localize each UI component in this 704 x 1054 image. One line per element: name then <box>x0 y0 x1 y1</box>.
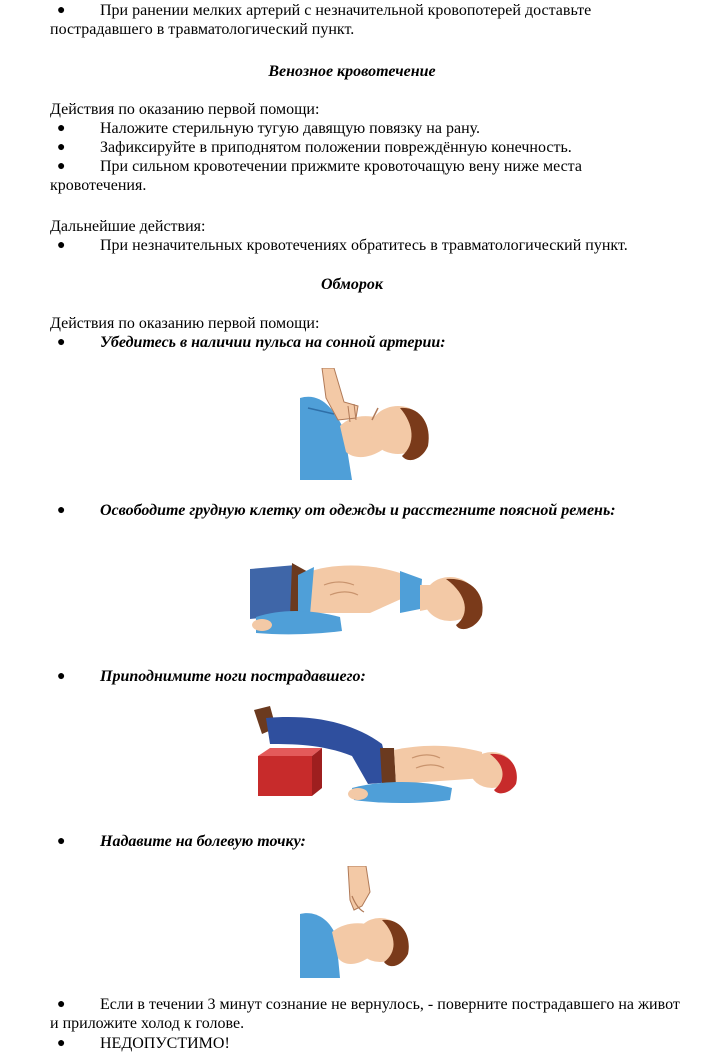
bullet-dot-icon: ● <box>57 997 66 1012</box>
bullet-dot-icon: ● <box>57 238 66 253</box>
bullet-dot-icon: ● <box>57 121 66 136</box>
faint-actions-label: Действия по оказанию первой помощи: <box>50 315 320 332</box>
bullet-dot-icon: ● <box>57 834 66 849</box>
faint-heading: Обморок <box>321 276 383 293</box>
top-bullet-item <box>50 1 680 39</box>
bullet-dot-icon: ● <box>57 159 66 174</box>
venous-heading: Венозное кровотечение <box>268 63 436 80</box>
open-clothes-illustration <box>250 555 486 641</box>
venous-actions-label: Действия по оказанию первой помощи: <box>50 101 320 118</box>
raise-legs-illustration <box>252 704 518 810</box>
bullet-dot-icon: ● <box>57 1036 66 1051</box>
bullet-dot-icon: ● <box>57 140 66 155</box>
venous-item: ● При сильном кровотечении прижмите кровоточащую вену ниже места кровотечения. <box>50 158 582 194</box>
venous-further-label: Дальнейшие действия: <box>50 218 206 235</box>
bullet-dot-icon: ● <box>57 335 66 350</box>
top-item-text: При ранении мелких артерий с незначительной кровопотерей доставьте пострадавшего в травматологический пункт. <box>50 2 592 38</box>
bullet-dot-icon: ● <box>57 503 66 518</box>
pain-point-illustration <box>300 866 410 978</box>
pulse-check-illustration <box>300 368 432 480</box>
bullet-dot-icon: ● <box>57 3 66 18</box>
bullet-dot-icon: ● <box>57 669 66 684</box>
faint-final-item: ● Если в течении 3 минут сознание не вернулось, - поверните пострадавшего на живот и приложите холод к голове. <box>50 996 680 1032</box>
